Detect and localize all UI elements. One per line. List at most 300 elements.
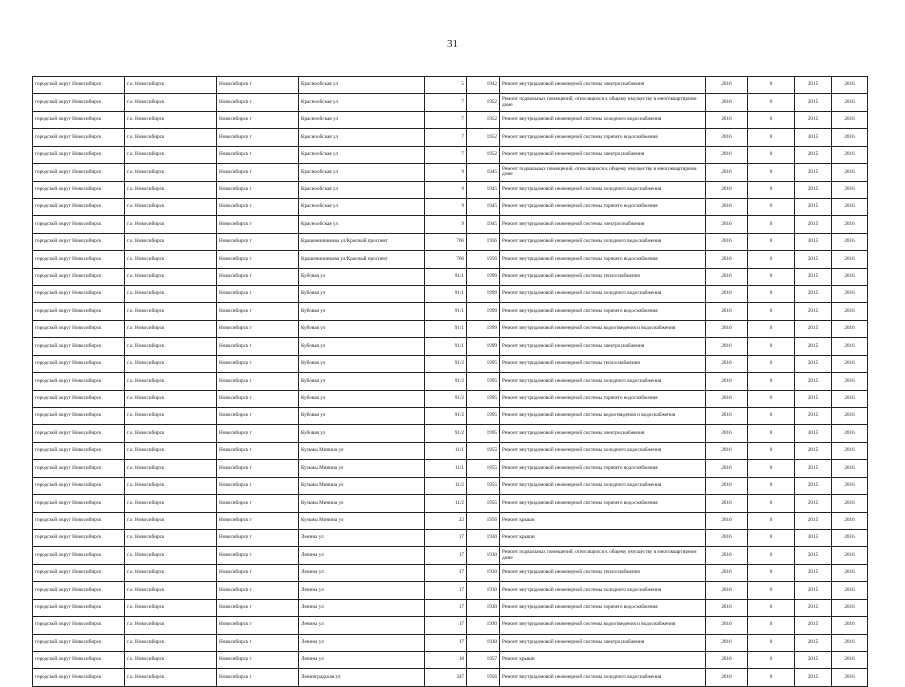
cell-street: Краснообская ул: [299, 164, 425, 181]
cell-start_year: 2015: [795, 582, 832, 599]
cell-locality: Новосибирск г: [217, 373, 299, 390]
cell-locality: Новосибирск г: [217, 77, 299, 94]
cell-end_year: 2016: [832, 320, 868, 337]
cell-end_year: 2016: [832, 599, 868, 616]
cell-start_year: 2015: [795, 634, 832, 651]
cell-locality: Новосибирск г: [217, 669, 299, 686]
cell-municipality: городской округ Новосибирск: [33, 425, 125, 442]
cell-plan_year: 2016: [706, 181, 748, 198]
cell-start_year: 2015: [795, 77, 832, 94]
cell-house: 91/2: [425, 408, 467, 425]
cell-locality: Новосибирск г: [217, 233, 299, 250]
cell-plan_year: 2016: [706, 617, 748, 634]
cell-work_type: Ремонт внутридомовой инженерной системы электроснабжения: [500, 146, 706, 163]
cell-street: Кузьмы Минина ул: [299, 477, 425, 494]
cell-municipality: городской округ Новосибирск: [33, 617, 125, 634]
cell-start_year: 2015: [795, 495, 832, 512]
cell-flag: 0: [748, 425, 795, 442]
cell-plan_year: 2016: [706, 425, 748, 442]
cell-municipality: городской округ Новосибирск: [33, 268, 125, 285]
table-row: [33, 617, 868, 634]
cell-end_year: 2016: [832, 164, 868, 181]
cell-work_type: Ремонт внутридомовой инженерной системы горячего водоснабжения: [500, 303, 706, 320]
cell-end_year: 2016: [832, 77, 868, 94]
cell-house: 22: [425, 512, 467, 529]
cell-plan_year: 2016: [706, 460, 748, 477]
cell-city: г.о. Новосибирск: [125, 442, 217, 459]
cell-city: г.о. Новосибирск: [125, 651, 217, 668]
cell-house: 766: [425, 251, 467, 268]
cell-flag: 0: [748, 268, 795, 285]
cell-work_type: Ремонт внутридомовой инженерной системы горячего водоснабжения: [500, 390, 706, 407]
cell-work_type: Ремонт внутридомовой инженерной системы холодного водоснабжения: [500, 181, 706, 198]
cell-end_year: 2016: [832, 129, 868, 146]
cell-end_year: 2016: [832, 373, 868, 390]
cell-house: 91/1: [425, 338, 467, 355]
table-row: [33, 669, 868, 686]
cell-end_year: 2016: [832, 477, 868, 494]
cell-municipality: городской округ Новосибирск: [33, 251, 125, 268]
cell-street: Кузьмы Минина ул: [299, 460, 425, 477]
cell-start_year: 2015: [795, 529, 832, 546]
cell-street: Кузьмы Минина ул: [299, 512, 425, 529]
cell-municipality: городской округ Новосибирск: [33, 651, 125, 668]
cell-year_built: 1945: [467, 198, 500, 215]
cell-street: Кубовая ул: [299, 303, 425, 320]
cell-municipality: городской округ Новосибирск: [33, 303, 125, 320]
cell-plan_year: 2016: [706, 651, 748, 668]
cell-plan_year: 2016: [706, 146, 748, 163]
cell-city: г.о. Новосибирск: [125, 599, 217, 616]
cell-locality: Новосибирск г: [217, 129, 299, 146]
cell-municipality: городской округ Новосибирск: [33, 564, 125, 581]
cell-start_year: 2015: [795, 477, 832, 494]
cell-flag: 0: [748, 547, 795, 564]
cell-street: Кубовая ул: [299, 320, 425, 337]
cell-flag: 0: [748, 564, 795, 581]
cell-municipality: городской округ Новосибирск: [33, 94, 125, 111]
cell-house: 7: [425, 111, 467, 128]
cell-end_year: 2016: [832, 390, 868, 407]
cell-locality: Новосибирск г: [217, 320, 299, 337]
cell-municipality: городской округ Новосибирск: [33, 164, 125, 181]
cell-house: 17: [425, 547, 467, 564]
cell-work_type: Ремонт внутридомовой инженерной системы водоотведения и водоснабжения: [500, 320, 706, 337]
cell-work_type: Ремонт внутридомовой инженерной системы электроснабжения: [500, 634, 706, 651]
cell-locality: Новосибирск г: [217, 338, 299, 355]
cell-start_year: 2015: [795, 286, 832, 303]
cell-street: Краснообская ул: [299, 216, 425, 233]
cell-year_built: 1956: [467, 251, 500, 268]
cell-start_year: 2015: [795, 198, 832, 215]
cell-street: Ленина ул: [299, 529, 425, 546]
cell-house: 5: [425, 77, 467, 94]
cell-start_year: 2015: [795, 460, 832, 477]
cell-year_built: 1956: [467, 669, 500, 686]
cell-work_type: Ремонт внутридомовой инженерной системы холодного водоснабжения: [500, 286, 706, 303]
cell-plan_year: 2016: [706, 582, 748, 599]
cell-work_type: Ремонт внутридомовой инженерной системы холодного водоснабжения: [500, 582, 706, 599]
cell-year_built: 1956: [467, 512, 500, 529]
cell-street: Ленинградская ул: [299, 669, 425, 686]
cell-house: 11/2: [425, 495, 467, 512]
cell-house: 91/1: [425, 320, 467, 337]
cell-house: 17: [425, 634, 467, 651]
cell-flag: 0: [748, 77, 795, 94]
cell-locality: Новосибирск г: [217, 390, 299, 407]
cell-work_type: Ремонт внутридомовой инженерной системы электроснабжения: [500, 425, 706, 442]
cell-year_built: 1945: [467, 216, 500, 233]
cell-house: 17: [425, 582, 467, 599]
cell-plan_year: 2016: [706, 669, 748, 686]
cell-start_year: 2015: [795, 94, 832, 111]
cell-house: 91/2: [425, 425, 467, 442]
cell-plan_year: 2016: [706, 77, 748, 94]
cell-street: Краснообская ул: [299, 129, 425, 146]
cell-street: Кубовая ул: [299, 390, 425, 407]
cell-city: г.о. Новосибирск: [125, 355, 217, 372]
cell-flag: 0: [748, 495, 795, 512]
cell-plan_year: 2016: [706, 373, 748, 390]
cell-plan_year: 2016: [706, 529, 748, 546]
cell-flag: 0: [748, 181, 795, 198]
cell-work_type: Ремонт внутридомовой инженерной системы электроснабжения: [500, 338, 706, 355]
cell-plan_year: 2016: [706, 94, 748, 111]
cell-flag: 0: [748, 460, 795, 477]
table-row: [33, 582, 868, 599]
cell-start_year: 2015: [795, 651, 832, 668]
cell-work_type: Ремонт внутридомовой инженерной системы электроснабжения: [500, 77, 706, 94]
cell-end_year: 2016: [832, 233, 868, 250]
cell-city: г.о. Новосибирск: [125, 320, 217, 337]
cell-house: 91/1: [425, 268, 467, 285]
cell-end_year: 2016: [832, 617, 868, 634]
cell-municipality: городской округ Новосибирск: [33, 146, 125, 163]
table-row: [33, 390, 868, 407]
cell-work_type: Ремонт внутридомовой инженерной системы холодного водоснабжения: [500, 669, 706, 686]
cell-house: 9: [425, 181, 467, 198]
cell-locality: Новосибирск г: [217, 651, 299, 668]
cell-locality: Новосибирск г: [217, 634, 299, 651]
cell-work_type: Ремонт крыши: [500, 529, 706, 546]
cell-end_year: 2016: [832, 355, 868, 372]
cell-end_year: 2016: [832, 286, 868, 303]
cell-plan_year: 2016: [706, 251, 748, 268]
cell-locality: Новосибирск г: [217, 146, 299, 163]
cell-house: 7: [425, 94, 467, 111]
cell-municipality: городской округ Новосибирск: [33, 599, 125, 616]
cell-start_year: 2015: [795, 390, 832, 407]
cell-house: 766: [425, 233, 467, 250]
cell-end_year: 2016: [832, 181, 868, 198]
cell-start_year: 2015: [795, 442, 832, 459]
table-row: [33, 512, 868, 529]
cell-start_year: 2015: [795, 669, 832, 686]
cell-year_built: 1995: [467, 355, 500, 372]
cell-start_year: 2015: [795, 233, 832, 250]
cell-city: г.о. Новосибирск: [125, 181, 217, 198]
cell-start_year: 2015: [795, 146, 832, 163]
cell-flag: 0: [748, 146, 795, 163]
cell-flag: 0: [748, 669, 795, 686]
cell-plan_year: 2016: [706, 512, 748, 529]
table-row: [33, 564, 868, 581]
cell-locality: Новосибирск г: [217, 460, 299, 477]
cell-plan_year: 2016: [706, 634, 748, 651]
cell-start_year: 2015: [795, 373, 832, 390]
cell-flag: 0: [748, 651, 795, 668]
page-number: 31: [447, 38, 458, 50]
cell-street: Ленина ул: [299, 651, 425, 668]
table-row: [33, 320, 868, 337]
cell-city: г.о. Новосибирск: [125, 460, 217, 477]
cell-plan_year: 2016: [706, 599, 748, 616]
cell-start_year: 2015: [795, 512, 832, 529]
cell-work_type: Ремонт внутридомовой инженерной системы холодного водоснабжения: [500, 111, 706, 128]
cell-house: 91/1: [425, 303, 467, 320]
cell-locality: Новосибирск г: [217, 495, 299, 512]
cell-work_type: Ремонт внутридомовой инженерной системы горячего водоснабжения: [500, 198, 706, 215]
cell-locality: Новосибирск г: [217, 94, 299, 111]
cell-year_built: 1957: [467, 651, 500, 668]
cell-municipality: городской округ Новосибирск: [33, 216, 125, 233]
cell-work_type: Ремонт внутридомовой инженерной системы холодного водоснабжения: [500, 477, 706, 494]
cell-city: г.о. Новосибирск: [125, 338, 217, 355]
cell-flag: 0: [748, 303, 795, 320]
cell-work_type: Ремонт внутридомовой инженерной системы горячего водоснабжения: [500, 460, 706, 477]
cell-plan_year: 2016: [706, 268, 748, 285]
cell-work_type: Ремонт внутридомовой инженерной системы горячего водоснабжения: [500, 129, 706, 146]
table-row: [33, 129, 868, 146]
cell-start_year: 2015: [795, 564, 832, 581]
cell-municipality: городской округ Новосибирск: [33, 355, 125, 372]
cell-plan_year: 2016: [706, 164, 748, 181]
table-row: [33, 268, 868, 285]
cell-flag: 0: [748, 286, 795, 303]
cell-municipality: городской округ Новосибирск: [33, 390, 125, 407]
cell-start_year: 2015: [795, 338, 832, 355]
cell-city: г.о. Новосибирск: [125, 146, 217, 163]
cell-end_year: 2016: [832, 94, 868, 111]
cell-street: Крашенинникова ул/Красный проспект: [299, 233, 425, 250]
cell-end_year: 2016: [832, 651, 868, 668]
cell-start_year: 2015: [795, 181, 832, 198]
cell-start_year: 2015: [795, 164, 832, 181]
cell-end_year: 2016: [832, 669, 868, 686]
cell-municipality: городской округ Новосибирск: [33, 634, 125, 651]
cell-city: г.о. Новосибирск: [125, 390, 217, 407]
cell-city: г.о. Новосибирск: [125, 634, 217, 651]
cell-start_year: 2015: [795, 617, 832, 634]
cell-plan_year: 2016: [706, 547, 748, 564]
cell-flag: 0: [748, 94, 795, 111]
table-row: [33, 651, 868, 668]
cell-municipality: городской округ Новосибирск: [33, 669, 125, 686]
cell-municipality: городской округ Новосибирск: [33, 529, 125, 546]
cell-year_built: 1930: [467, 564, 500, 581]
cell-flag: 0: [748, 477, 795, 494]
cell-municipality: городской округ Новосибирск: [33, 198, 125, 215]
cell-house: 11/2: [425, 477, 467, 494]
cell-flag: 0: [748, 338, 795, 355]
cell-city: г.о. Новосибирск: [125, 268, 217, 285]
cell-end_year: 2016: [832, 442, 868, 459]
cell-city: г.о. Новосибирск: [125, 164, 217, 181]
cell-locality: Новосибирск г: [217, 216, 299, 233]
cell-municipality: городской округ Новосибирск: [33, 181, 125, 198]
table-row: [33, 442, 868, 459]
cell-end_year: 2016: [832, 529, 868, 546]
cell-street: Краснообская ул: [299, 146, 425, 163]
table-body: [33, 77, 868, 687]
cell-end_year: 2016: [832, 146, 868, 163]
cell-work_type: Ремонт внутридомовой инженерной системы горячего водоснабжения: [500, 495, 706, 512]
cell-street: Ленина ул: [299, 582, 425, 599]
cell-street: Кубовая ул: [299, 408, 425, 425]
cell-house: 91/2: [425, 355, 467, 372]
cell-municipality: городской округ Новосибирск: [33, 547, 125, 564]
cell-year_built: 1956: [467, 233, 500, 250]
cell-locality: Новосибирск г: [217, 286, 299, 303]
cell-work_type: Ремонт подвальных помещений, относящихся к общему имуществу в многоквартирном доме: [500, 164, 706, 181]
cell-house: 7: [425, 146, 467, 163]
cell-house: 17: [425, 529, 467, 546]
cell-year_built: 1995: [467, 425, 500, 442]
cell-year_built: 1999: [467, 286, 500, 303]
table-row: [33, 77, 868, 94]
cell-end_year: 2016: [832, 512, 868, 529]
cell-municipality: городской округ Новосибирск: [33, 233, 125, 250]
cell-house: 9: [425, 198, 467, 215]
cell-end_year: 2016: [832, 251, 868, 268]
cell-municipality: городской округ Новосибирск: [33, 408, 125, 425]
cell-municipality: городской округ Новосибирск: [33, 512, 125, 529]
cell-year_built: 1952: [467, 111, 500, 128]
cell-city: г.о. Новосибирск: [125, 529, 217, 546]
cell-flag: 0: [748, 216, 795, 233]
table-row: [33, 477, 868, 494]
cell-house: 91/1: [425, 286, 467, 303]
cell-street: Ленина ул: [299, 599, 425, 616]
cell-plan_year: 2016: [706, 442, 748, 459]
cell-city: г.о. Новосибирск: [125, 669, 217, 686]
cell-end_year: 2016: [832, 216, 868, 233]
cell-work_type: Ремонт внутридомовой инженерной системы теплоснабжения: [500, 564, 706, 581]
cell-flag: 0: [748, 355, 795, 372]
cell-house: 18: [425, 651, 467, 668]
cell-municipality: городской округ Новосибирск: [33, 320, 125, 337]
cell-house: 11/1: [425, 442, 467, 459]
cell-flag: 0: [748, 634, 795, 651]
cell-work_type: Ремонт подвальных помещений, относящихся к общему имуществу в многоквартирном доме: [500, 547, 706, 564]
cell-year_built: 1955: [467, 442, 500, 459]
cell-street: Ленина ул: [299, 547, 425, 564]
cell-work_type: Ремонт внутридомовой инженерной системы водоотведения и водоснабжения: [500, 408, 706, 425]
cell-locality: Новосибирск г: [217, 268, 299, 285]
cell-flag: 0: [748, 529, 795, 546]
cell-city: г.о. Новосибирск: [125, 547, 217, 564]
cell-city: г.о. Новосибирск: [125, 564, 217, 581]
cell-flag: 0: [748, 617, 795, 634]
cell-plan_year: 2016: [706, 233, 748, 250]
cell-house: 7: [425, 129, 467, 146]
cell-street: Краснообская ул: [299, 111, 425, 128]
cell-locality: Новосибирск г: [217, 582, 299, 599]
cell-city: г.о. Новосибирск: [125, 617, 217, 634]
cell-municipality: городской округ Новосибирск: [33, 582, 125, 599]
cell-house: 91/2: [425, 373, 467, 390]
cell-start_year: 2015: [795, 129, 832, 146]
cell-work_type: Ремонт внутридомовой инженерной системы теплоснабжения: [500, 355, 706, 372]
cell-street: Кубовая ул: [299, 373, 425, 390]
cell-locality: Новосибирск г: [217, 529, 299, 546]
cell-locality: Новосибирск г: [217, 547, 299, 564]
cell-flag: 0: [748, 111, 795, 128]
cell-municipality: городской округ Новосибирск: [33, 460, 125, 477]
cell-city: г.о. Новосибирск: [125, 77, 217, 94]
cell-plan_year: 2016: [706, 303, 748, 320]
cell-locality: Новосибирск г: [217, 425, 299, 442]
cell-flag: 0: [748, 320, 795, 337]
cell-flag: 0: [748, 442, 795, 459]
cell-flag: 0: [748, 164, 795, 181]
cell-flag: 0: [748, 233, 795, 250]
cell-locality: Новосибирск г: [217, 408, 299, 425]
cell-street: Кубовая ул: [299, 425, 425, 442]
cell-street: Кубовая ул: [299, 338, 425, 355]
cell-locality: Новосибирск г: [217, 198, 299, 215]
table-row: [33, 216, 868, 233]
cell-street: Крашенинникова ул/Красный проспект: [299, 251, 425, 268]
cell-street: Ленина ул: [299, 564, 425, 581]
table-row: [33, 303, 868, 320]
cell-year_built: 1942: [467, 77, 500, 94]
cell-year_built: 1999: [467, 268, 500, 285]
cell-year_built: 1952: [467, 129, 500, 146]
cell-plan_year: 2016: [706, 390, 748, 407]
cell-city: г.о. Новосибирск: [125, 582, 217, 599]
cell-end_year: 2016: [832, 634, 868, 651]
cell-street: Кубовая ул: [299, 286, 425, 303]
cell-work_type: Ремонт крыши: [500, 512, 706, 529]
cell-year_built: 1930: [467, 617, 500, 634]
cell-city: г.о. Новосибирск: [125, 111, 217, 128]
cell-flag: 0: [748, 373, 795, 390]
cell-work_type: Ремонт внутридомовой инженерной системы холодного водоснабжения: [500, 442, 706, 459]
cell-flag: 0: [748, 582, 795, 599]
cell-start_year: 2015: [795, 268, 832, 285]
cell-year_built: 1945: [467, 164, 500, 181]
cell-street: Ленина ул: [299, 634, 425, 651]
table-row: [33, 181, 868, 198]
cell-street: Кузьмы Минина ул: [299, 495, 425, 512]
cell-year_built: 1952: [467, 146, 500, 163]
cell-start_year: 2015: [795, 320, 832, 337]
cell-end_year: 2016: [832, 198, 868, 215]
cell-city: г.о. Новосибирск: [125, 216, 217, 233]
cell-end_year: 2016: [832, 338, 868, 355]
cell-work_type: Ремонт внутридомовой инженерной системы электроснабжения: [500, 216, 706, 233]
cell-year_built: 1930: [467, 582, 500, 599]
cell-street: Краснообская ул: [299, 77, 425, 94]
cell-house: 9: [425, 216, 467, 233]
cell-city: г.о. Новосибирск: [125, 198, 217, 215]
cell-plan_year: 2016: [706, 477, 748, 494]
table-row: [33, 547, 868, 564]
cell-street: Кубовая ул: [299, 268, 425, 285]
cell-street: Краснообская ул: [299, 181, 425, 198]
cell-end_year: 2016: [832, 495, 868, 512]
